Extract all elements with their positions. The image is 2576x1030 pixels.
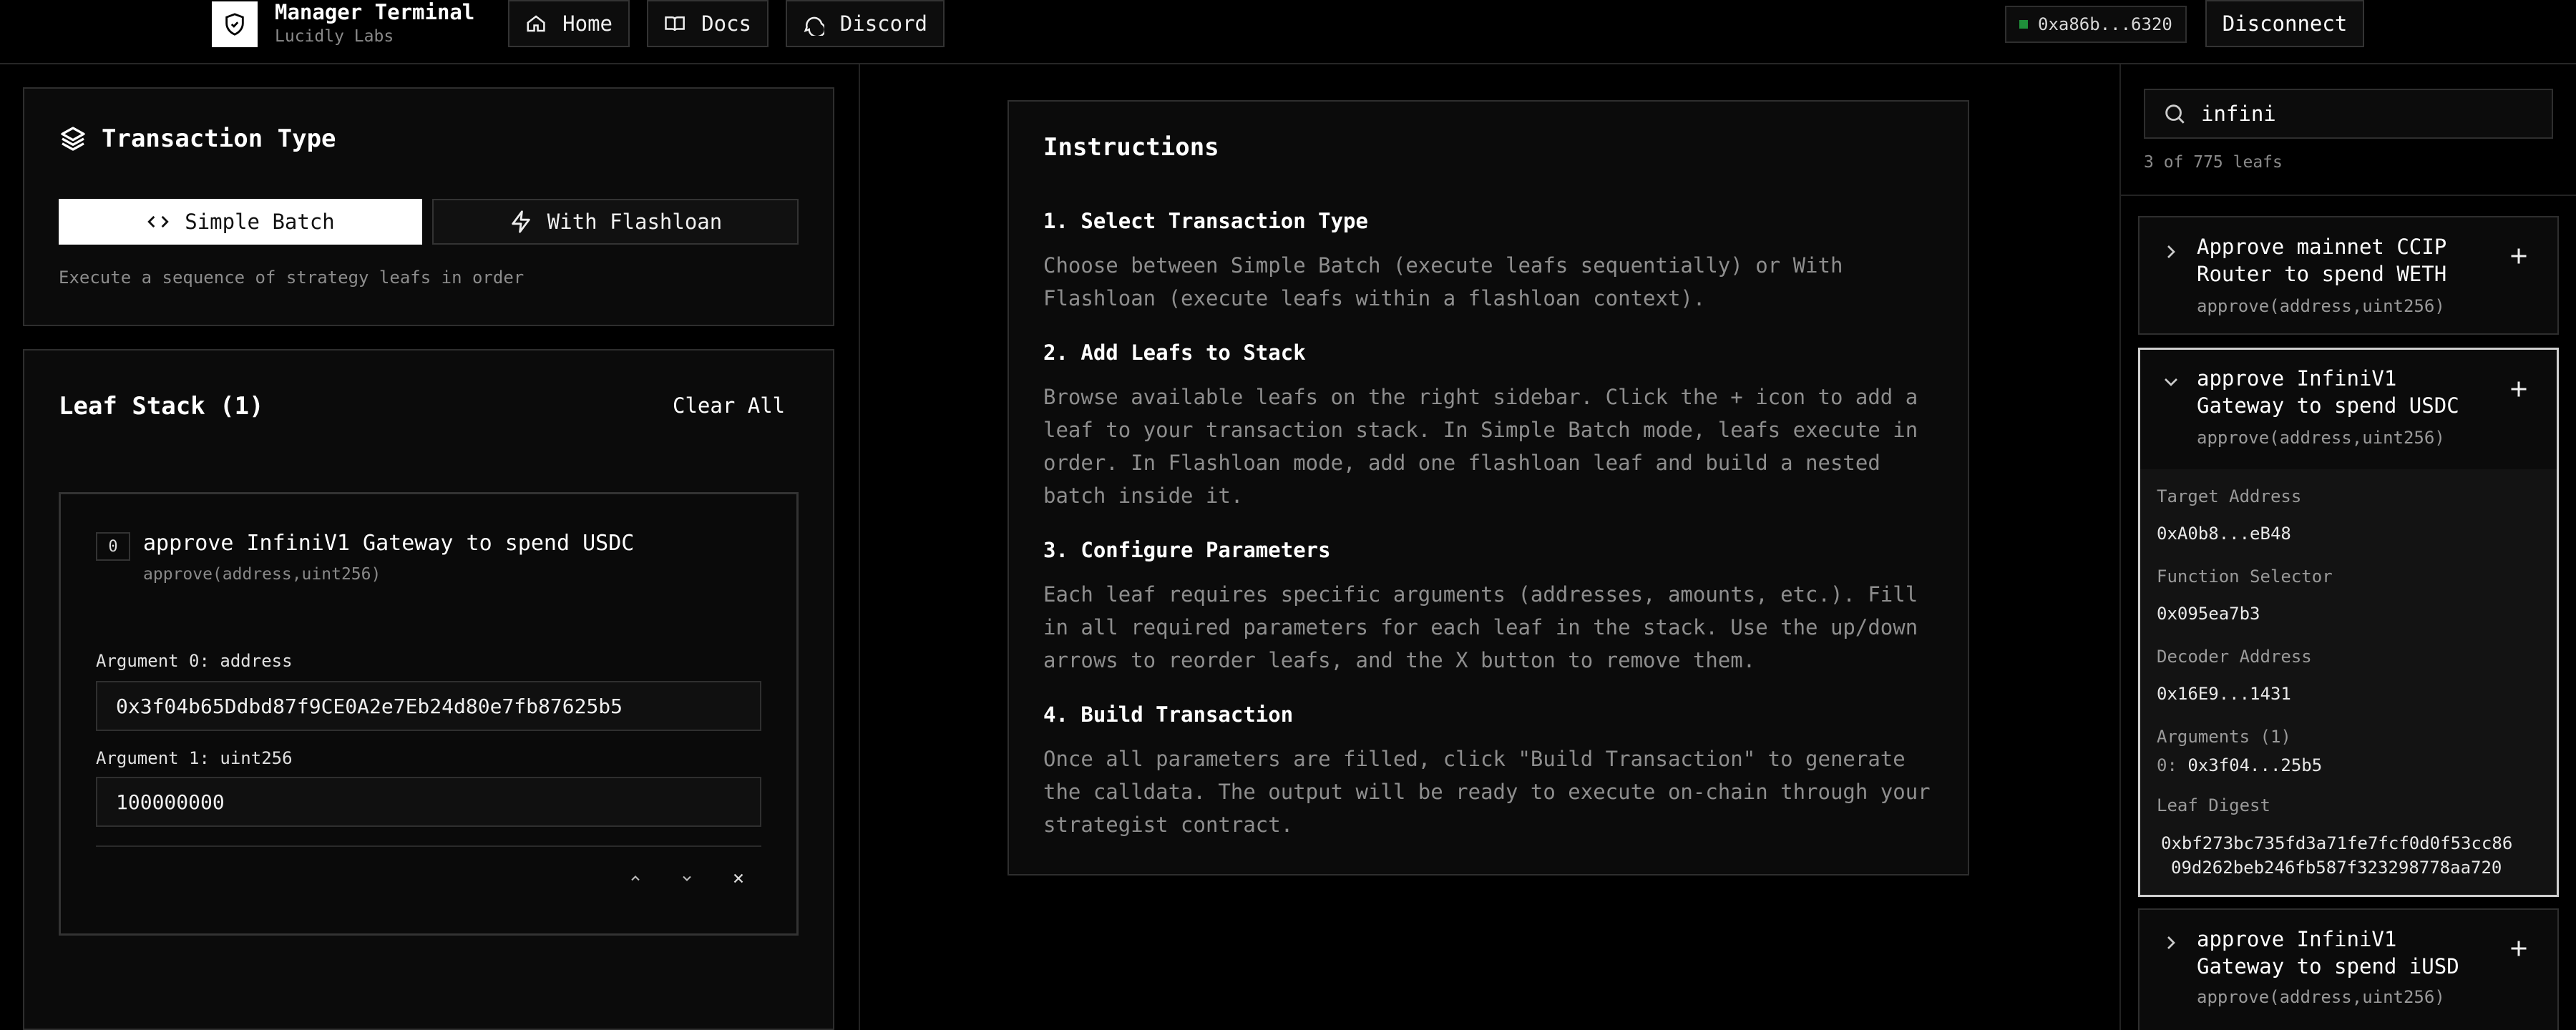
sidebar-divider [2121,195,2576,196]
app-subtitle: Lucidly Labs [275,27,394,46]
connected-status-dot [2019,20,2028,29]
simple-batch-label: Simple Batch [185,210,335,234]
transaction-type-title: Transaction Type [102,124,336,153]
decoder-address-value: 0x16E9...1431 [2157,684,2291,704]
argument-0-input[interactable]: 0x3f04b65Ddbd87f9CE0A2e7Eb24d80e7fb87625b5 [96,681,761,731]
chevron-up-icon [628,871,643,886]
column-divider-left [859,64,860,1030]
search-value: infini [2201,102,2276,126]
chat-bubble-icon [803,11,824,36]
sidebar-leaf-signature: approve(address,uint256) [2197,296,2445,316]
leaf-stack-title: Leaf Stack (1) [59,392,264,421]
add-leaf-plus-icon[interactable] [2506,376,2532,402]
sidebar-leaf-title-line: Gateway to spend USDC [2197,393,2459,418]
step-2-text: Browse available leafs on the right sidebar. Click the + icon to add a leaf to your transaction stack. In Simple Batch mode, leafs execute in order. In Flashloan mode, add one flashloan leaf and build a nested batch inside it. [1043,385,1918,508]
step-4-heading: 4. Build Transaction [1043,702,1294,727]
chevron-down-icon [680,871,694,886]
arguments-label: Arguments (1) [2157,727,2291,747]
clear-all-button[interactable]: Clear All [673,393,786,418]
wallet-address-badge[interactable] [2005,6,2187,43]
close-icon [731,870,746,886]
search-icon [2162,102,2187,126]
nav-discord-label: Discord [839,11,927,36]
step-1-text: Choose between Simple Batch (execute leafs sequentially) or With Flashloan (execute leafs within a flashloan context). [1043,253,1843,310]
lightning-icon [509,210,533,234]
argument-0-value: 0x3f04...25b5 [2187,755,2323,775]
leaf-search-input[interactable] [2144,89,2553,139]
step-2-heading: 2. Add Leafs to Stack [1043,340,1306,365]
transaction-type-heading [59,124,336,153]
column-divider-right [2119,64,2121,1030]
leaf-digest-label: Leaf Digest [2157,795,2270,815]
simple-batch-button[interactable] [59,199,422,245]
leaf-digest-value [2161,831,2547,880]
shield-icon [223,12,247,36]
with-flashloan-label: With Flashloan [547,210,723,234]
logo[interactable] [212,1,258,47]
nav-docs-button[interactable] [647,0,769,47]
move-down-button[interactable] [674,865,700,891]
leaf-result-count: 3 of 775 leafs [2144,153,2283,172]
sidebar-leaf-title-line: approve InfiniV1 [2197,927,2397,951]
function-selector-value: 0x095ea7b3 [2157,604,2260,624]
app-title: Manager Terminal [275,0,475,24]
sidebar-leaf-signature: approve(address,uint256) [2197,987,2445,1007]
sidebar-leaf-title [2197,926,2483,980]
instructions-title: Instructions [1043,133,1219,162]
layers-icon [59,124,87,153]
leaf-digest-line: 09d262beb246fb587f323298778aa720 [2171,858,2502,878]
target-address-value: 0xA0b8...eB48 [2157,524,2291,544]
sidebar-leaf-title [2197,233,2483,288]
leaf-digest-line: 0xbf273bc735fd3a71fe7fcf0d0f53cc86 [2161,833,2513,853]
leaf-index-badge: 0 [96,532,130,561]
book-icon [664,11,686,36]
with-flashloan-button[interactable] [432,199,799,245]
chevron-right-icon[interactable] [2160,931,2182,954]
sidebar-leaf-signature: approve(address,uint256) [2197,428,2445,448]
nav-discord-button[interactable] [786,0,945,47]
sidebar-leaf-title-line: approve InfiniV1 [2197,366,2397,391]
add-leaf-plus-icon[interactable] [2506,936,2532,961]
add-leaf-plus-icon[interactable] [2506,243,2532,269]
decoder-address-label: Decoder Address [2157,647,2312,667]
argument-0-index: 0: [2157,755,2177,775]
stack-leaf-title: approve InfiniV1 Gateway to spend USDC [143,531,635,556]
argument-1-label: Argument 1: uint256 [96,748,293,768]
nav-home-button[interactable] [508,0,630,47]
step-3-text: Each leaf requires specific arguments (addresses, amounts, etc.). Fill in all required parameters for each leaf in the stack. Use the up/down arrows to reorder leafs, and the X button to remove them. [1043,582,1918,672]
chevron-down-icon[interactable] [2160,371,2182,393]
function-selector-label: Function Selector [2157,566,2333,587]
argument-1-input[interactable]: 100000000 [96,777,761,827]
transaction-type-description: Execute a sequence of strategy leafs in order [59,268,525,288]
sidebar-leaf-title-line: Router to spend WETH [2197,262,2447,286]
sidebar-leaf-title-line: Gateway to spend iUSD [2197,954,2459,978]
home-icon [525,11,547,36]
argument-0-label: Argument 0: address [96,651,293,671]
step-3-heading: 3. Configure Parameters [1043,538,1331,562]
stack-leaf-signature: approve(address,uint256) [143,565,381,584]
step-4-text: Once all parameters are filled, click "Build Transaction" to generate the calldata. The output will be ready to execute on-chain through your strategist contract. [1043,747,1931,837]
step-1-heading: 1. Select Transaction Type [1043,209,1368,233]
target-address-label: Target Address [2157,486,2302,506]
remove-leaf-button[interactable] [726,865,751,891]
argument-0-row [2157,755,2322,775]
code-icon [146,210,170,234]
nav-docs-label: Docs [701,11,751,36]
sidebar-leaf-title [2197,365,2483,419]
disconnect-button[interactable]: Disconnect [2205,0,2364,47]
chevron-right-icon[interactable] [2160,240,2182,263]
move-up-button[interactable] [623,865,648,891]
card-divider [96,845,761,847]
nav-home-label: Home [562,11,613,36]
sidebar-leaf-title-line: Approve mainnet CCIP [2197,235,2447,259]
wallet-address: 0xa86b...6320 [2038,14,2172,34]
